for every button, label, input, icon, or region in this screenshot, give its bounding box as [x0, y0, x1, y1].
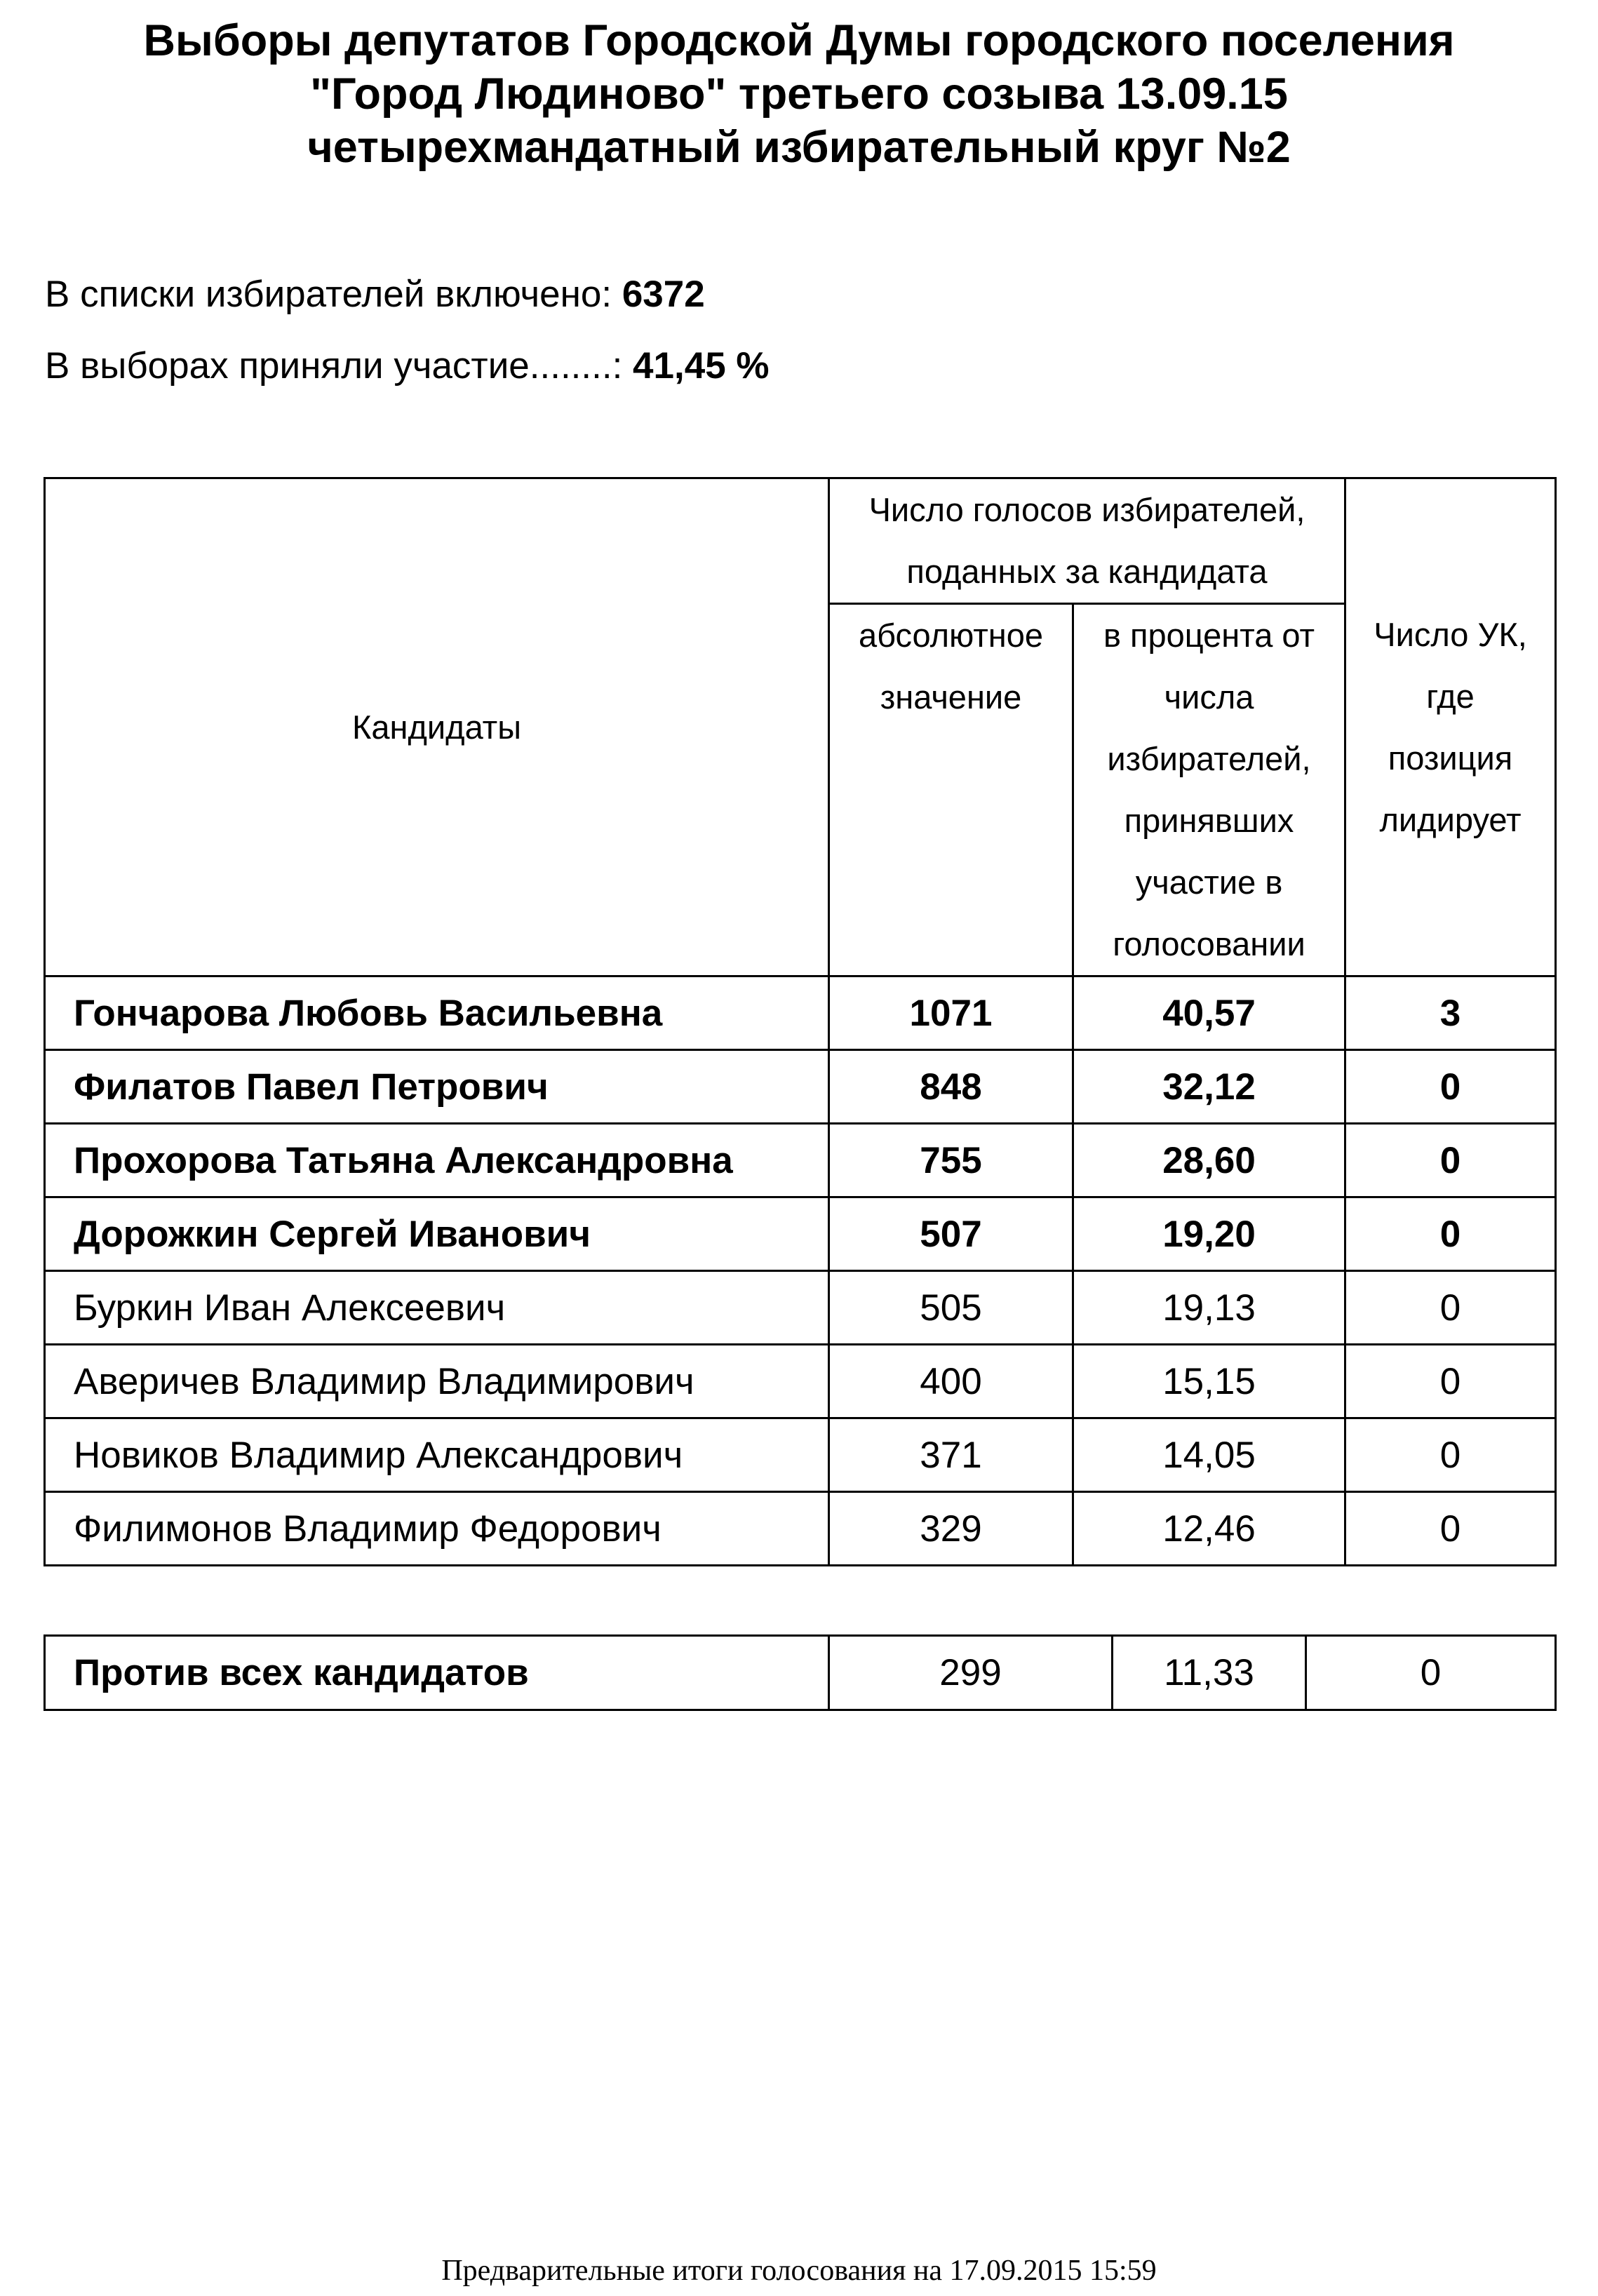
header-absolute-line-2: значение	[880, 678, 1022, 716]
turnout-value: 41,45 %	[633, 345, 770, 387]
header-percent	[1073, 604, 1345, 976]
candidate-percent: 40,57	[1073, 976, 1345, 1050]
candidate-percent: 32,12	[1073, 1050, 1345, 1124]
registered-voters-label: В списки избирателей включено:	[45, 274, 622, 315]
against-all-uk: 0	[1306, 1636, 1556, 1710]
candidate-name: Филатов Павел Петрович	[45, 1050, 829, 1124]
header-votes-line-2: поданных за кандидата	[906, 553, 1268, 590]
header-candidates: Кандидаты	[45, 478, 829, 976]
header-votes-line-1: Число голосов избирателей,	[868, 491, 1305, 528]
header-absolute	[829, 604, 1073, 976]
candidate-percent: 19,13	[1073, 1271, 1345, 1345]
candidate-votes: 507	[829, 1197, 1073, 1271]
candidate-votes: 371	[829, 1418, 1073, 1492]
candidate-name: Новиков Владимир Александрович	[45, 1418, 829, 1492]
candidate-percent: 28,60	[1073, 1124, 1345, 1197]
header-uk-line-2: где	[1426, 677, 1475, 715]
candidate-percent: 19,20	[1073, 1197, 1345, 1271]
header-absolute-line-1: абсолютное	[858, 617, 1044, 654]
turnout-label: В выборах приняли участие........:	[45, 345, 633, 387]
table-row	[45, 1271, 1556, 1345]
title-line-2: "Город Людиново" третьего созыва 13.09.15	[310, 69, 1288, 119]
candidate-name: Дорожкин Сергей Иванович	[45, 1197, 829, 1271]
header-percent-line-5: участие в	[1135, 864, 1283, 901]
candidate-uk: 0	[1345, 1418, 1556, 1492]
candidate-name: Прохорова Татьяна Александровна	[45, 1124, 829, 1197]
registered-voters-line	[45, 272, 705, 317]
against-all-votes: 299	[829, 1636, 1113, 1710]
against-all-percent: 11,33	[1113, 1636, 1306, 1710]
candidate-votes: 329	[829, 1492, 1073, 1566]
header-percent-line-1: в процента от	[1103, 617, 1315, 654]
candidate-uk: 3	[1345, 976, 1556, 1050]
candidate-uk: 0	[1345, 1271, 1556, 1345]
candidate-uk: 0	[1345, 1050, 1556, 1124]
table-row	[45, 1345, 1556, 1418]
candidate-name: Аверичев Владимир Владимирович	[45, 1345, 829, 1418]
header-votes-group	[829, 478, 1345, 604]
candidate-votes: 1071	[829, 976, 1073, 1050]
against-all-label: Против всех кандидатов	[45, 1636, 829, 1710]
table-row	[45, 1492, 1556, 1566]
candidate-votes: 400	[829, 1345, 1073, 1418]
against-all-row	[45, 1636, 1556, 1710]
title-line-1: Выборы депутатов Городской Думы городского поселения	[143, 16, 1455, 65]
results-table	[43, 477, 1557, 1566]
header-uk-line-1: Число УК,	[1374, 615, 1527, 653]
turnout-line	[45, 344, 770, 389]
candidate-votes: 755	[829, 1124, 1073, 1197]
candidate-uk: 0	[1345, 1492, 1556, 1566]
candidate-percent: 14,05	[1073, 1418, 1345, 1492]
header-uk-count	[1345, 478, 1556, 976]
header-percent-line-3: избирателей,	[1107, 740, 1311, 777]
table-row	[45, 1197, 1556, 1271]
header-uk-line-4: лидирует	[1379, 800, 1522, 838]
candidate-percent: 15,15	[1073, 1345, 1345, 1418]
candidate-name: Гончарова Любовь Васильевна	[45, 976, 829, 1050]
header-uk-line-3: позиция	[1388, 739, 1513, 777]
candidate-uk: 0	[1345, 1124, 1556, 1197]
table-row	[45, 976, 1556, 1050]
candidate-name: Буркин Иван Алексеевич	[45, 1271, 829, 1345]
candidate-votes: 848	[829, 1050, 1073, 1124]
header-percent-line-2: числа	[1164, 678, 1254, 716]
table-row	[45, 1050, 1556, 1124]
table-row	[45, 1418, 1556, 1492]
candidate-uk: 0	[1345, 1197, 1556, 1271]
against-all-table	[43, 1634, 1557, 1711]
title-line-3: четырехмандатный избирательный круг №2	[307, 123, 1291, 172]
candidate-name: Филимонов Владимир Федорович	[45, 1492, 829, 1566]
header-percent-line-4: принявших	[1124, 802, 1294, 839]
footer-note: Предварительные итоги голосования на 17.09.2015 15:59	[441, 2255, 1157, 2287]
table-row	[45, 1124, 1556, 1197]
candidate-votes: 505	[829, 1271, 1073, 1345]
candidate-uk: 0	[1345, 1345, 1556, 1418]
page-title	[0, 14, 1598, 174]
header-percent-line-6: голосовании	[1113, 925, 1305, 962]
registered-voters-value: 6372	[622, 274, 705, 315]
candidate-percent: 12,46	[1073, 1492, 1345, 1566]
